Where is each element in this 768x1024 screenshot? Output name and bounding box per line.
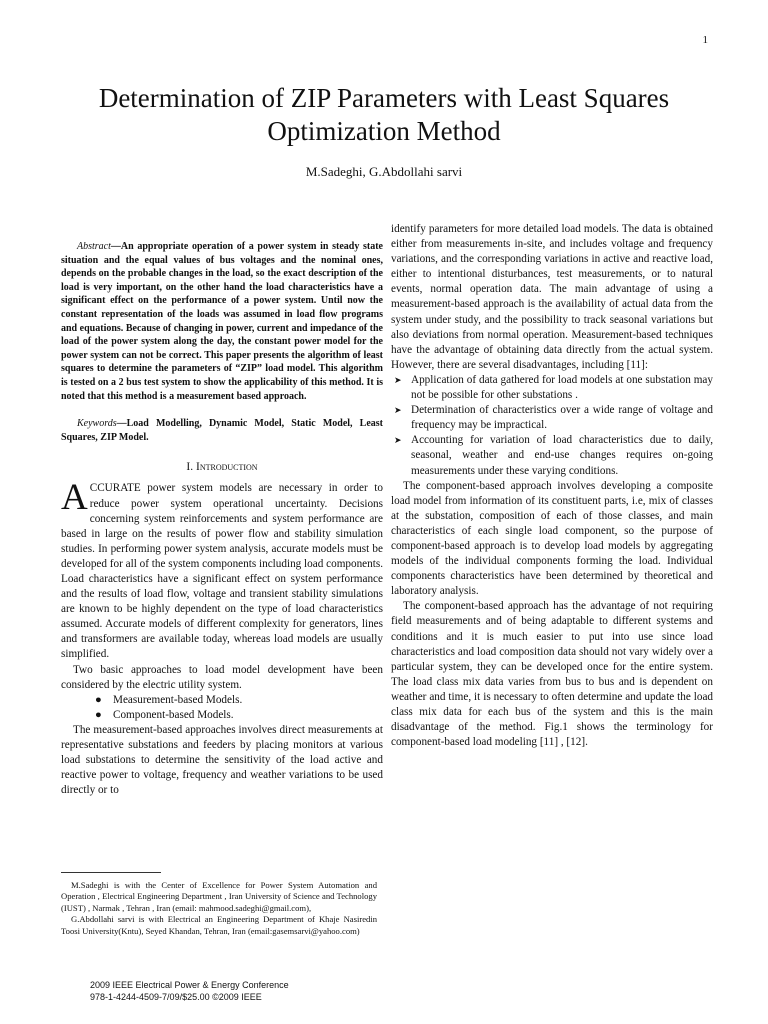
keywords-text: —Load Modelling, Dynamic Model, Static Model, Least Squares, ZIP Model. xyxy=(61,418,383,443)
left-column xyxy=(61,222,383,798)
list-item-text: Accounting for variation of load characteristics due to daily, seasonal, weather and end-use changes requires on-going measurements under these varying conditions. xyxy=(411,434,713,477)
bullet-dot-icon: ● xyxy=(95,708,102,721)
page-number: 1 xyxy=(702,34,708,46)
conference-name: 2009 IEEE Electrical Power & Energy Conference xyxy=(90,980,289,990)
approach-list xyxy=(61,693,383,723)
list-item xyxy=(95,708,383,723)
keywords-lead: Keywords xyxy=(77,418,117,430)
bullet-dot-icon: ● xyxy=(95,693,102,706)
footnotes xyxy=(61,880,377,937)
list-item-text: Component-based Models. xyxy=(113,708,234,721)
intro-paragraph-1-text: CCURATE power system models are necessary in order to reduce power system operational uncertainty. Decisions concerning system reinforcements and system performance are based in large on the results of power flow and stability simulation studies. In performing power system analysis, accurate models must be developed for all of the system components including load components. Load characteristics have a significant effect on system performance and the results of load flow, voltage and transient stability simulations are known to be highly dependent on the type of load characteristics assumed. Accurate models of different complexity for generators, lines and transformers are available today, whereas load models are usually simplified. xyxy=(61,482,383,661)
intro-paragraph-1 xyxy=(61,477,383,662)
list-item-text: Measurement-based Models. xyxy=(113,693,243,706)
arrow-bullet-icon: ➤ xyxy=(394,435,402,446)
abstract-lead: Abstract xyxy=(77,241,111,252)
right-paragraph-2: The component-based approach involves developing a composite load model from information of its constituent parts, i.e, mix of classes at the substation, composition of each of those classes, and main characteristics of each single load component, so the purpose of component-based approach is to develop load models by aggregating models of the individual components forming the load. Individual components characteristics have been determined by theoretical and laboratory analysis. xyxy=(391,479,713,598)
list-item xyxy=(394,373,713,403)
authors: M.Sadeghi, G.Abdollahi sarvi xyxy=(305,164,463,179)
arrow-bullet-icon: ➤ xyxy=(394,374,402,385)
paper-title: Determination of ZIP Parameters with Least Squares Optimization Method xyxy=(98,83,670,146)
disadvantages-list xyxy=(391,373,713,479)
list-item-text: Determination of characteristics over a wide range of voltage and frequency may be impractical. xyxy=(411,404,713,432)
arrow-bullet-icon: ➤ xyxy=(394,405,402,416)
section-heading-introduction: I. Introduction xyxy=(186,461,258,474)
list-item-text: Application of data gathered for load models at one substation may not be possible for other substations . xyxy=(411,373,713,402)
abstract xyxy=(61,240,383,403)
intro-paragraph-3: The measurement-based approaches involves direct measurements at representative substations and feeders by placing monitors at various load substations to determine the sensitivity of the load active and reactive power to voltage, frequency and weather variations to be used directly or to xyxy=(61,723,383,797)
conference-info xyxy=(90,979,289,1003)
right-paragraph-1: identify parameters for more detailed load models. The data is obtained either from measurements in-site, and includes voltage and frequency variations, and the corresponding variations in active and reactive load, either to intentional disturbances, test measurements, or to natural events, normal operation data. The main advantage of using a measurement-based approach is the availability of actual data from the system under study, and the possibility to track seasonal variations but also deviations from normal operation. Measurement-based techniques have the advantage of obtaining data directly from the actual system. However, there are several disadvantages, including [11]: xyxy=(391,223,713,371)
copyright-line: 978-1-4244-4509-7/09/$25.00 ©2009 IEEE xyxy=(90,992,262,1002)
footnote-author-2: G.Abdollahi sarvi is with Electrical an Engineering Department of Khaje Nasiredin Toosi University(Kntu), Seyed Khandan, Tehran, Iran (email:gasemsarvi@yahoo.com) xyxy=(61,914,377,936)
drop-cap: A xyxy=(61,477,88,519)
list-item xyxy=(394,433,713,478)
list-item xyxy=(394,403,713,433)
keywords xyxy=(61,417,383,444)
abstract-text: —An appropriate operation of a power system in steady state situation and the equal values of bus voltages and the nominal ones, depends on the probable changes in the load, so the exact description of the load is very important, on the other hand the load characteristics have a significant effect on the performance of a power system. Until now the constant representation of the loads was assumed in load flow programs and equations. Because of changing in power, current and impedance of the load of the power system along the day, the constant power model for the power system can not be correct. This paper presents the algorithm of least squares to determine the parameters of “ZIP” load model. This algorithm is tested on a 2 bus test system to show the applicability of this method. It is noted that this method is a measurement based approach. xyxy=(61,241,383,402)
footnote-divider xyxy=(61,872,161,873)
right-paragraph-3: The component-based approach has the advantage of not requiring field measurements and of being adaptable to different systems and conditions and it is much easier to put into use since load characteristics and load composition data should not vary widely over a particular system, they can be developed once for the entire system. The load class mix data varies from bus to bus and is dependent on weather and time, it is necessary to often determine and update the load class mix data for each bus of the system and this is the main disadvantage of the method. Fig.1 shows the terminology for component-based load modeling [11] , [12]. xyxy=(391,600,713,749)
intro-paragraph-2: Two basic approaches to load model development have been considered by the electric utility system. xyxy=(61,663,383,691)
list-item xyxy=(95,693,383,708)
right-column xyxy=(391,222,713,750)
footnote-author-1: M.Sadeghi is with the Center of Excellence for Power System Automation and Operation , Electrical Engineering Department , Iran University of Science and Technology (IUST) , Narmak , Tehran , Iran (email: mahmood.sadeghi@gmail.com), xyxy=(61,880,377,913)
